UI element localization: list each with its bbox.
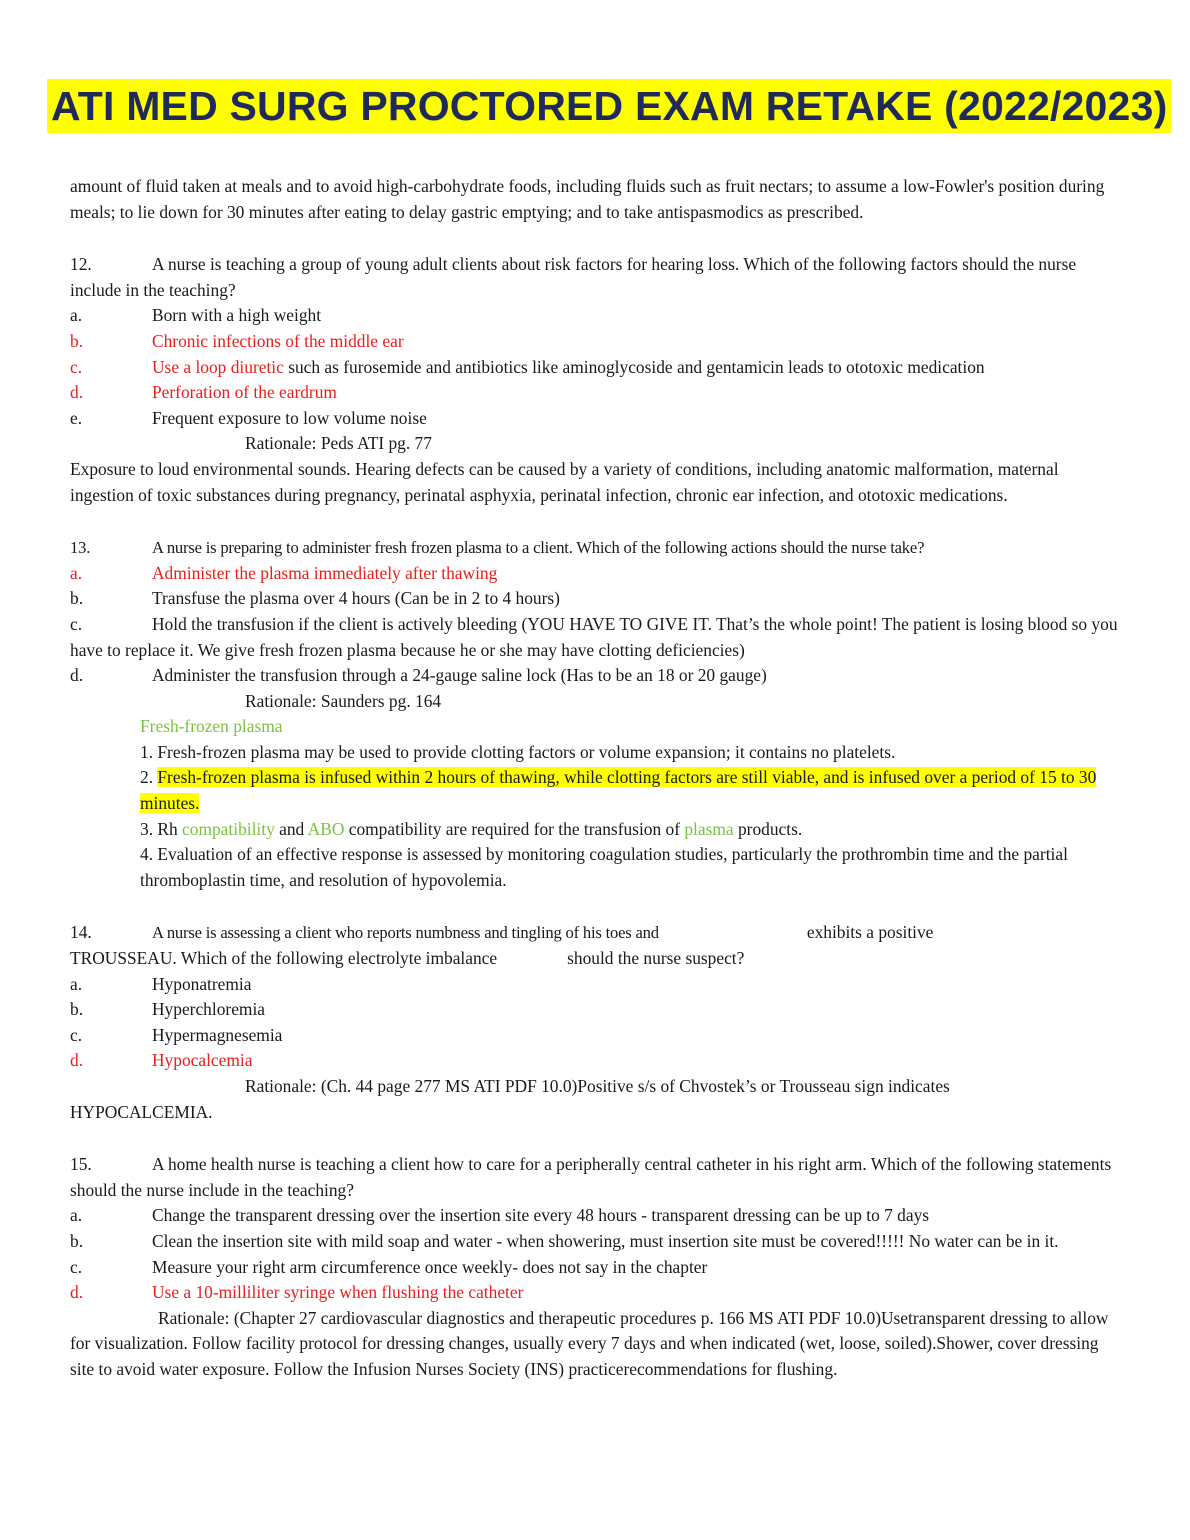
- option-c: c. Hold the transfusion if the client is actively bleeding (YOU HAVE TO GIVE IT. That’s the whole point! The patient is losing blood so you have to replace it. We give fresh frozen plasma because he or she may have clotting deficiencies): [70, 613, 1118, 660]
- question-13: [70, 535, 1120, 893]
- question-text: A nurse is assessing a client who reports numbness and tingling of his toes and: [152, 923, 659, 943]
- option-a: a. Born with a high weight: [70, 305, 322, 326]
- rationale: Rationale: Saunders pg. 164: [245, 690, 442, 711]
- explanation: Exposure to loud environmental sounds. Hearing defects can be caused by a variety of conditions, including anatomic malformation, maternal ingestion of toxic substances during pregnancy, perinatal asphyxia, perinatal infection, chronic ear infection, and ototoxic medications.: [70, 458, 1059, 505]
- note-4: 4. Evaluation of an effective response is assessed by monitoring coagulation studies, particularly the prothrombin time and the partial thromboplastin time, and resolution of hypovolemia.: [140, 844, 1068, 890]
- option-b: b. Transfuse the plasma over 4 hours (Can be in 2 to 4 hours): [70, 588, 560, 609]
- option-a: a. Hyponatremia: [70, 973, 252, 994]
- document-title: ATI MED SURG PROCTORED EXAM RETAKE (2022/2023): [47, 79, 1171, 133]
- section-title: Fresh-frozen plasma: [140, 716, 283, 737]
- ffp-notes: [70, 714, 1120, 893]
- question-text: A home health nurse is teaching a client how to care for a peripherally central catheter in his right arm. Which of the following statements should the nurse include in the teaching?: [70, 1154, 1112, 1200]
- note-2: 2. Fresh-frozen plasma is infused within 2 hours of thawing, while clotting factors are still viable, and is infused over a period of 15 to 30 minutes.: [140, 767, 1097, 814]
- question-12: [70, 252, 1120, 508]
- option-d: d. Perforation of the eardrum: [70, 382, 337, 403]
- rationale-cont: HYPOCALCEMIA.: [70, 1101, 213, 1122]
- option-d: d. Hypocalcemia: [70, 1050, 253, 1071]
- rationale: Rationale: (Chapter 27 cardiovascular diagnostics and therapeutic procedures p. 166 MS ATI PDF 10.0)Usetransparent dressing to allow for visualization. Follow facility protocol for dressing changes, usually every 7 days and when indicated (wet, loose, soiled).Shower, cover dressing site to avoid water exposure. Follow the Infusion Nurses Society (INS) practicerecommendations for flushing.: [70, 1307, 1109, 1379]
- option-e: e. Frequent exposure to low volume noise: [70, 407, 427, 428]
- question-number: 15.: [70, 1154, 92, 1175]
- question-14: 14. A nurse is assessing a client who reports numbness and tingling of his toes and exhibits a positive TROUSSEAU. Which of the following electrolyte imbalance should the nurse suspect? a. Hyponatremia b. Hyperchloremia c. Hypermagnesemia d. Hypocalcemia Rationale: (Ch. 44 page 277 MS ATI PDF 10.0)Positive s/s of Chvostek’s or Trousseau sign indicates HYPOCALCEMIA.: [70, 920, 1120, 1125]
- option-c: c. Hypermagnesemia: [70, 1024, 283, 1045]
- option-d: d. Use a 10-milliliter syringe when flushing the catheter: [70, 1282, 524, 1303]
- question-number: 13.: [70, 538, 91, 558]
- option-d: d. Administer the transfusion through a 24-gauge saline lock (Has to be an 18 or 20 gauge): [70, 665, 767, 686]
- document-title-wrap: [47, 79, 1171, 133]
- rationale: Rationale: (Ch. 44 page 277 MS ATI PDF 10.0)Positive s/s of Chvostek’s or Trousseau sign indicates: [245, 1076, 950, 1096]
- question-number: 14.: [70, 922, 92, 943]
- note-3: 3. Rh compatibility and ABO compatibility are required for the transfusion of plasma products.: [140, 818, 803, 839]
- option-a: a. Change the transparent dressing over the insertion site every 48 hours - transparent dressing can be up to 7 days: [70, 1205, 930, 1226]
- question-text: A nurse is preparing to administer fresh frozen plasma to a client. Which of the following actions should the nurse take?: [152, 538, 925, 558]
- question-15: [70, 1152, 1120, 1382]
- note-1: 1. Fresh-frozen plasma may be used to provide clotting factors or volume expansion; it contains no platelets.: [140, 741, 896, 762]
- question-text: A nurse is teaching a group of young adult clients about risk factors for hearing loss. Which of the following factors should the nurse include in the teaching?: [70, 254, 1077, 300]
- option-b: b. Hyperchloremia: [70, 999, 265, 1020]
- option-b: b. Chronic infections of the middle ear: [70, 330, 404, 351]
- intro-paragraph: amount of fluid taken at meals and to avoid high-carbohydrate foods, including fluids such as fruit nectars; to assume a low-Fowler's position during meals; to lie down for 30 minutes after eating to delay gastric emptying; and to take antispasmodics as prescribed.: [70, 176, 1105, 222]
- option-c: c. Measure your right arm circumference once weekly- does not say in the chapter: [70, 1256, 708, 1277]
- question-number: 12.: [70, 254, 92, 275]
- option-a: a. Administer the plasma immediately after thawing: [70, 562, 498, 583]
- option-c: c. Use a loop diuretic such as furosemide and antibiotics like aminoglycoside and gentamicin leads to ototoxic medication: [70, 356, 985, 377]
- rationale: Rationale: Peds ATI pg. 77: [245, 433, 432, 454]
- document-body: [70, 174, 1120, 1383]
- option-b: b. Clean the insertion site with mild soap and water - when showering, must insertion site must be covered!!!!! No water can be in it.: [70, 1230, 1059, 1251]
